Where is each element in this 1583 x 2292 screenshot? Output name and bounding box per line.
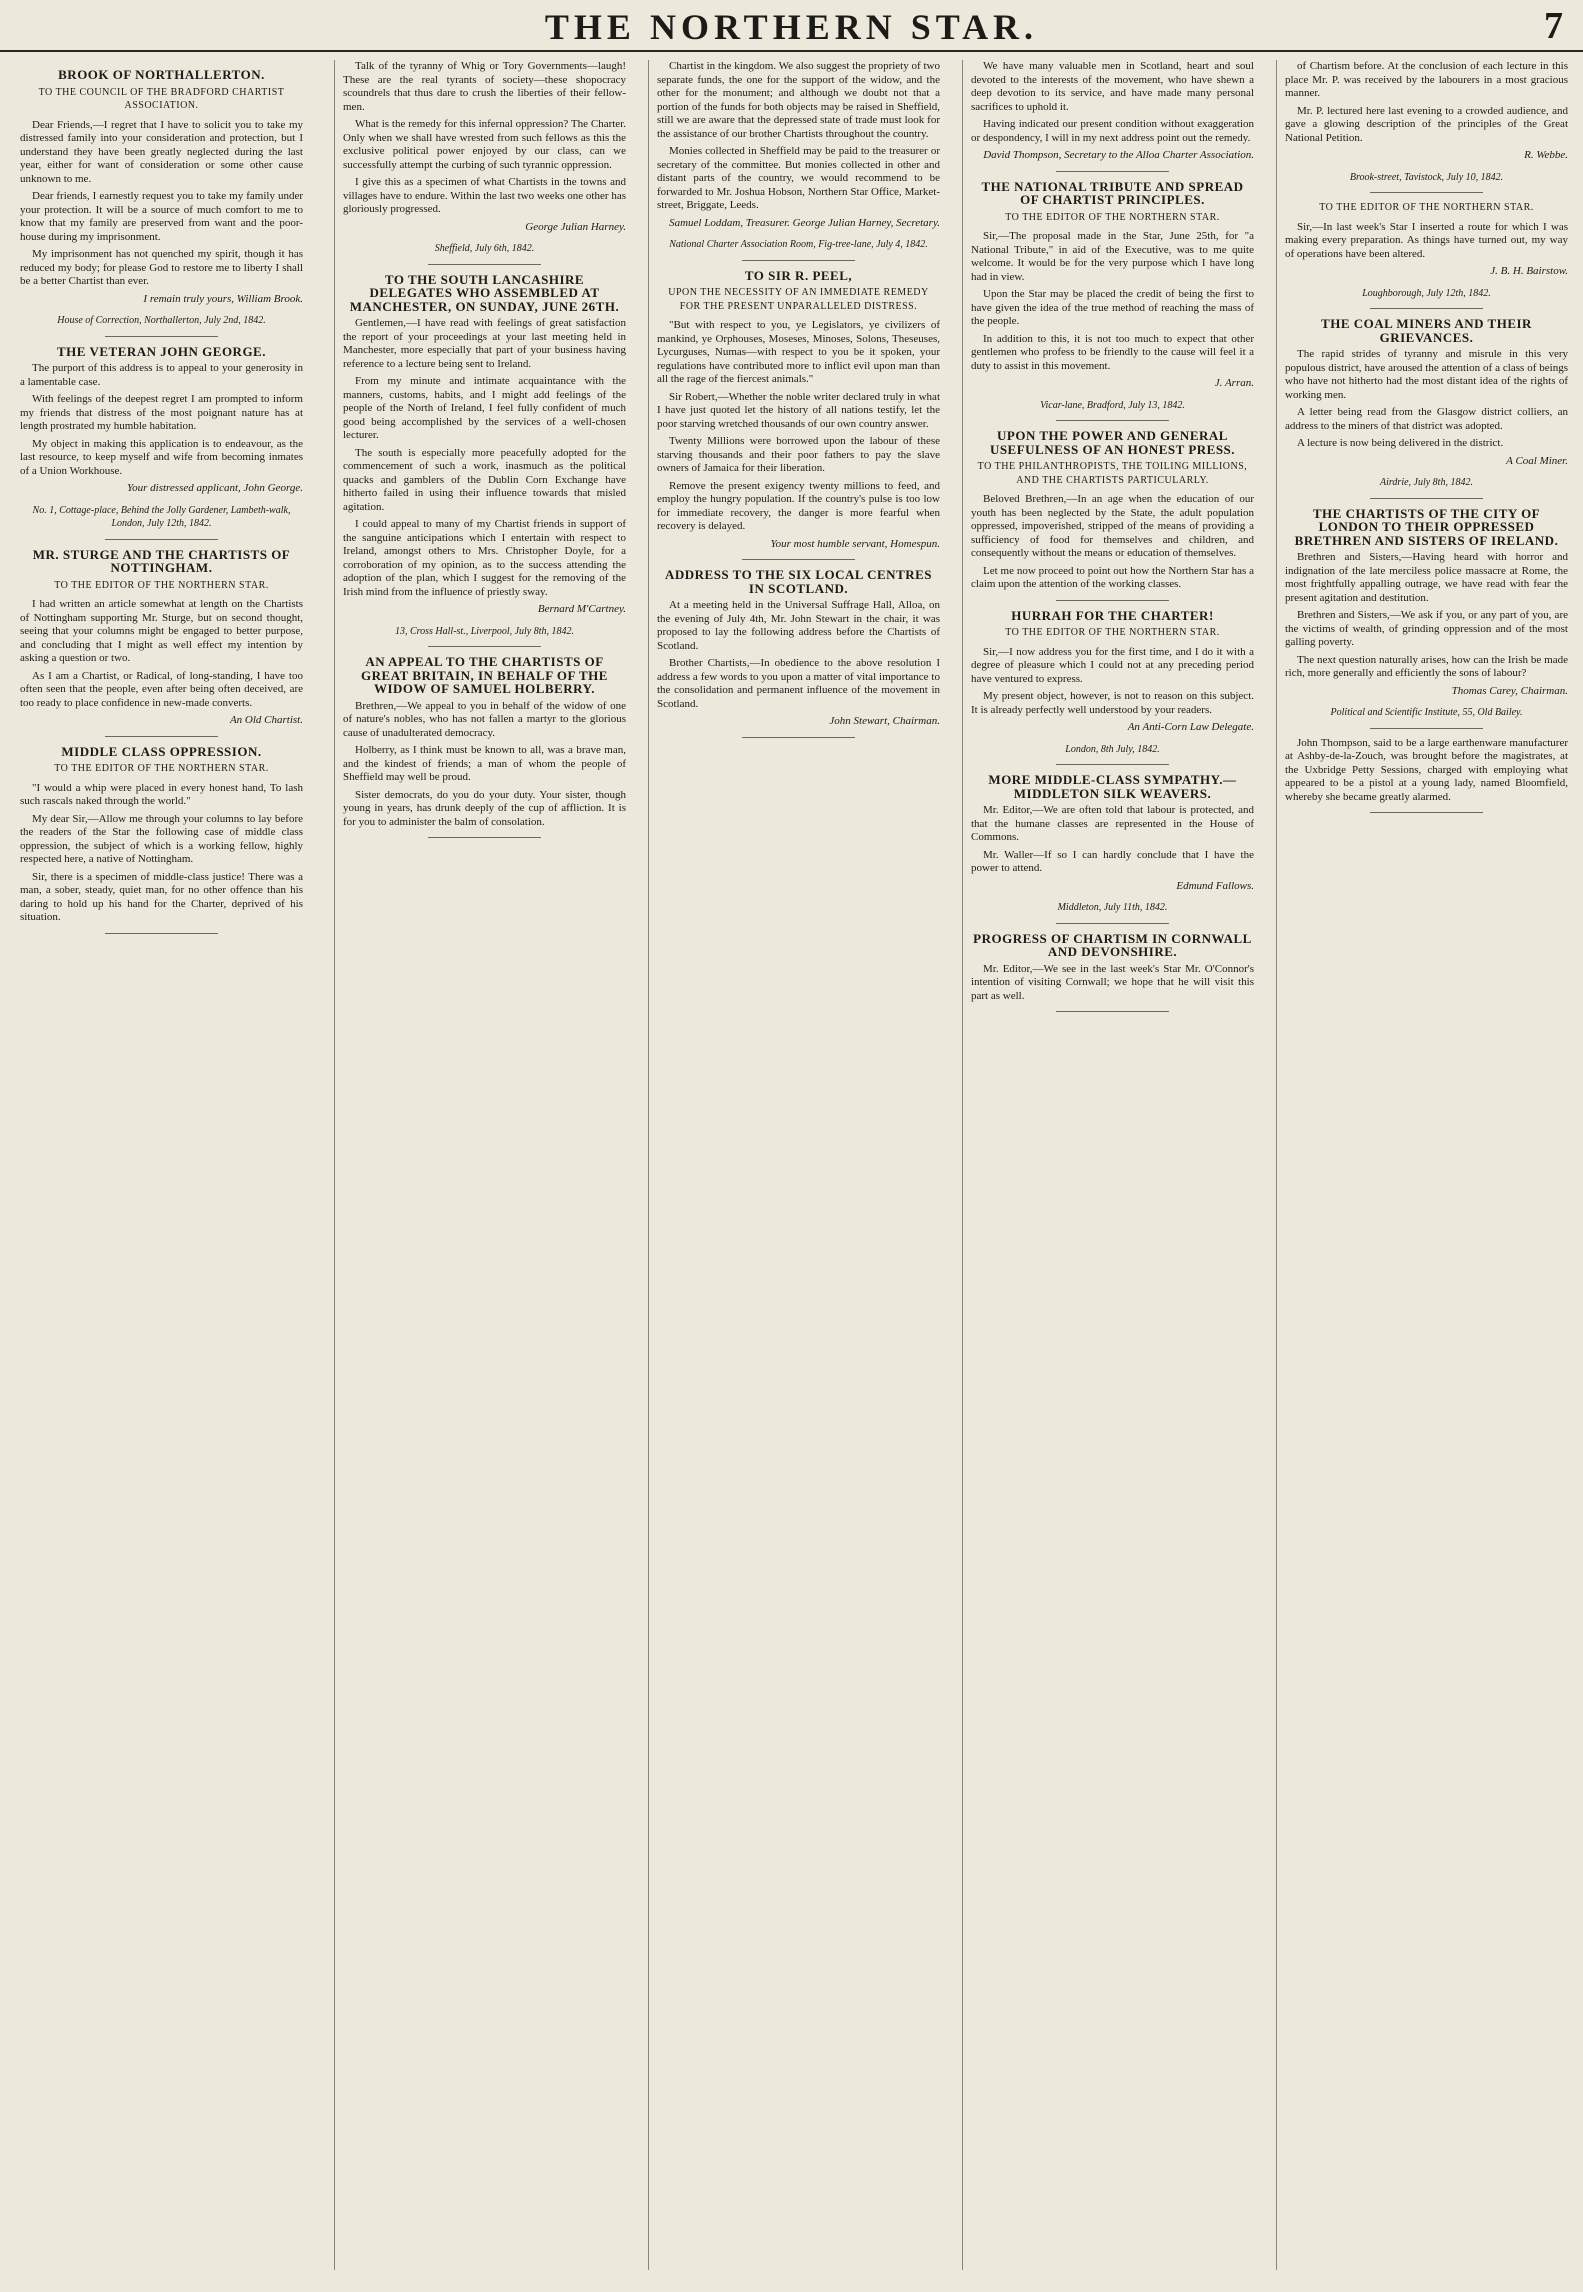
- article-signature: J. Arran.: [1214, 377, 1254, 389]
- article-signature: Edmund Fallows.: [1176, 879, 1254, 892]
- section-divider: [1370, 192, 1483, 193]
- article-paragraph: Sir, there is a specimen of middle-class justice! There was a man, a sober, steady, quiet man, for no other offence than his daring to hold up his hand for the Charter, deprived of his situation.: [20, 870, 303, 923]
- article-headline: MIDDLE CLASS OPPRESSION.: [61, 743, 262, 759]
- article-paragraph: With feelings of the deepest regret I am prompted to inform my friends that distress of the most poignant nature has at length prostrated my humble habitation.: [20, 393, 303, 432]
- article-paragraph: Brethren,—We appeal to you in behalf of the widow of one of nature's nobles, who has not fallen a martyr to the glorious cause of unadulterated democracy.: [343, 699, 626, 739]
- section-divider: [105, 736, 218, 737]
- column-4: [962, 60, 1254, 2270]
- page-number: 7: [1544, 5, 1563, 47]
- section-divider: [428, 837, 541, 838]
- article-paragraph: I had written an article somewhat at length on the Chartists of Nottingham supporting Mr. Sturge, but on second thought, seeing that your columns might be engaged to better purpose, and concluding that I might as well effect my intention by asking a question or two.: [20, 598, 303, 664]
- article-paragraph: Sir Robert,—Whether the noble writer declared truly in what I have just quoted let the history of all nations testify, let the poor starving wretched thousands of our own country answer.: [657, 390, 940, 430]
- article-headline: MORE MIDDLE-CLASS SYMPATHY.—MIDDLETON SILK WEAVERS.: [988, 772, 1237, 801]
- article-paragraph: Mr. P. lectured here last evening to a crowded audience, and gave a glowing description of the principles of the Great National Petition.: [1285, 104, 1568, 144]
- masthead: [0, 0, 1583, 52]
- article-paragraph: Beloved Brethren,—In an age when the education of our youth has been neglected by the State, the adult population oppressed, impoverished, stripped of the means of providing a sufficiency of food for themselves and children, and consequently without the means or education of themselves.: [971, 493, 1254, 559]
- section-divider: [1056, 923, 1169, 924]
- article: [657, 60, 940, 261]
- article-paragraph: My dear Sir,—Allow me through your columns to lay before the readers of the Star the following case of middle class oppression, the subject of which is a working fellow, highly respected here, a native of Nottingham.: [20, 812, 303, 865]
- article-headline: BROOK OF NORTHALLERTON.: [58, 67, 265, 82]
- article-subheading: TO THE EDITOR OF THE NORTHERN STAR.: [54, 579, 269, 591]
- article-signature: Bernard M'Cartney.: [537, 603, 626, 615]
- column-5: [1276, 60, 1568, 2270]
- article-paragraph: My object in making this application is to endeavour, as the last resource, to keep myself and wife from becoming inmates of a Union Workhouse.: [20, 437, 303, 477]
- article-paragraph: From my minute and intimate acquaintance with the manners, customs, habits, and I might add feelings of the people of the North of Ireland, I feel fully confident of much good being accomplished by the services of a well-chosen lecturer.: [343, 375, 626, 441]
- article-dateline: Loughborough, July 12th, 1842.: [1362, 287, 1491, 299]
- article-dateline: National Charter Association Room, Fig-tree-lane, July 4, 1842.: [669, 239, 928, 250]
- section-divider: [105, 933, 218, 934]
- article-signature: An Old Chartist.: [229, 714, 303, 726]
- article-signature: I remain truly yours, William Brook.: [143, 292, 303, 305]
- article: [20, 68, 303, 337]
- article: [20, 745, 303, 934]
- article-subheading: TO THE COUNCIL OF THE BRADFORD CHARTIST ASSOCIATION.: [38, 86, 285, 111]
- article-headline: THE VETERAN JOHN GEORGE.: [57, 343, 266, 359]
- section-divider: [1370, 308, 1483, 309]
- article-headline: THE COAL MINERS AND THEIR GRIEVANCES.: [1321, 316, 1532, 345]
- article-signature: R. Webbe.: [1524, 149, 1568, 161]
- article-signature: An Anti-Corn Law Delegate.: [1127, 721, 1254, 733]
- article: [1285, 317, 1568, 499]
- section-divider: [105, 539, 218, 540]
- section-divider: [1056, 1011, 1169, 1012]
- section-divider: [1056, 171, 1169, 172]
- column-1: [20, 60, 303, 2270]
- section-divider: [1056, 420, 1169, 421]
- article-headline: UPON THE POWER AND GENERAL USEFULNESS OF AN HONEST PRESS.: [989, 428, 1236, 457]
- article-headline: TO THE SOUTH LANCASHIRE DELEGATES WHO ASSEMBLED AT MANCHESTER, ON SUNDAY, JUNE 26TH.: [349, 271, 620, 314]
- article-signature: John Stewart, Chairman.: [829, 715, 940, 727]
- article-paragraph: John Thompson, said to be a large earthenware manufacturer at Ashby-de-la-Zouch, was brought before the magistrates, at the Uxbridge Petty Sessions, charged with employing what appeared to be a pistol at a young lady, named Bloomfield, whereby she became greatly alarmed.: [1285, 736, 1568, 803]
- section-divider: [1056, 600, 1169, 601]
- section-divider: [1370, 728, 1483, 729]
- article-paragraph: Sir,—In last week's Star I inserted a route for which I was making every preparation. As things have turned out, my way of operations have been altered.: [1285, 220, 1568, 260]
- article: [1285, 60, 1568, 193]
- article-signature: Your distressed applicant, John George.: [127, 482, 303, 494]
- article-subheading: TO THE EDITOR OF THE NORTHERN STAR.: [1005, 211, 1220, 223]
- article-paragraph: Mr. Editor,—We are often told that labour is protected, and that the humane classes are represented in the House of Commons.: [971, 804, 1254, 843]
- article-paragraph: Dear Friends,—I regret that I have to solicit you to take my distressed family into your consideration and protection, but I understand they have been greatly neglected during the last year, either for want of consideration or some other cause unknown to me.: [20, 118, 303, 185]
- article-dateline: Brook-street, Tavistock, July 10, 1842.: [1349, 171, 1504, 183]
- article-paragraph: We have many valuable men in Scotland, heart and soul devoted to the interests of the movement, who have shewn a deep devotion to its service, and have made many personal sacrifices to uphold it.: [971, 60, 1254, 113]
- article: [1285, 201, 1568, 309]
- article-signature: George Julian Harney.: [525, 220, 626, 233]
- article-headline: THE CHARTISTS OF THE CITY OF LONDON TO THEIR OPPRESSED BRETHREN AND SISTERS OF IRELAND.: [1294, 505, 1559, 548]
- article: [20, 548, 303, 737]
- article-dateline: Sheffield, July 6th, 1842.: [434, 243, 535, 254]
- article-paragraph: Brother Chartists,—In obedience to the above resolution I address a few words to you upon a matter of vital importance to the consolidation and permanent influence of the movement in Scotland.: [657, 657, 940, 710]
- article: [657, 568, 940, 738]
- article-paragraph: Monies collected in Sheffield may be paid to the treasurer or secretary of the committee. But monies collected in other and distant parts of the country, we would recommend to be forwarded to Mr. Joshua Hobson, Northern Star Office, Market-street, Briggate, Leeds.: [657, 145, 940, 211]
- article-dateline: House of Correction, Northallerton, July 2nd, 1842.: [57, 315, 266, 326]
- article-paragraph: Twenty Millions were borrowed upon the labour of these starving thousands and their poor fathers to pay the slave owners of Jamaica for their liberation.: [657, 435, 940, 474]
- article: [343, 655, 626, 838]
- article-subheading: TO THE PHILANTHROPISTS, THE TOILING MILLIONS, AND THE CHARTISTS PARTICULARLY.: [977, 461, 1248, 486]
- article-signature: Samuel Loddam, Treasurer. George Julian Harney, Secretary.: [669, 216, 940, 229]
- article-paragraph: Sir,—I now address you for the first time, and I do it with a degree of pleasure which I could not at any preceding period have ventured to express.: [971, 645, 1254, 685]
- section-divider: [1056, 764, 1169, 765]
- column-3: [648, 60, 940, 2270]
- article-subheading: TO THE EDITOR OF THE NORTHERN STAR.: [54, 763, 269, 774]
- article-paragraph: Holberry, as I think must be known to all, was a brave man, and the kindest of friends; a man of whom the people of Sheffield may well be proud.: [343, 744, 626, 783]
- article-paragraph: "I would a whip were placed in every honest hand, To lash such rascals naked through the world.": [20, 781, 303, 807]
- article-dateline: London, 8th July, 1842.: [1065, 743, 1160, 755]
- article-paragraph: A letter being read from the Glasgow district colliers, an address to the miners of that district was adopted.: [1285, 406, 1568, 432]
- article-paragraph: As I am a Chartist, or Radical, of long-standing, I have too often seen that the people, even after being often deceived, are too ready to place confidence in new-made converts.: [20, 669, 303, 709]
- article-dateline: 13, Cross Hall-st., Liverpool, July 8th, 1842.: [394, 625, 575, 637]
- article-paragraph: The next question naturally arises, how can the Irish be made rich, more generally and efficiently the sons of labour?: [1285, 653, 1568, 679]
- article-paragraph: At a meeting held in the Universal Suffrage Hall, Alloa, on the evening of July 4th, Mr. John Stewart in the chair, it was proposed to lay the following address before the Chartists of Scotland.: [657, 599, 940, 652]
- article-dateline: Vicar-lane, Bradford, July 13, 1842.: [1040, 399, 1185, 411]
- column-2: [334, 60, 626, 2270]
- article-headline: THE NATIONAL TRIBUTE AND SPREAD OF CHARTIST PRINCIPLES.: [981, 178, 1244, 207]
- article: [971, 932, 1254, 1013]
- article-paragraph: A lecture is now being delivered in the district.: [1297, 437, 1504, 449]
- article-paragraph: Mr. Waller—If so I can hardly conclude that I have the power to attend.: [971, 848, 1254, 874]
- article-headline: MR. STURGE AND THE CHARTISTS OF NOTTINGHAM.: [32, 546, 291, 575]
- article-dateline: Political and Scientific Institute, 55, Old Bailey.: [1330, 707, 1523, 718]
- article-headline: PROGRESS OF CHARTISM IN CORNWALL AND DEVONSHIRE.: [973, 930, 1252, 959]
- newspaper-title: THE NORTHERN STAR.: [544, 7, 1039, 47]
- article-dateline: Airdrie, July 8th, 1842.: [1380, 477, 1473, 488]
- article-columns: [20, 60, 1568, 2270]
- article-paragraph: Sister democrats, do you do your duty. Your sister, though young in years, has drunk deeply of the cup of affliction. It is for you to administer the balm of consolation.: [343, 788, 626, 828]
- article-paragraph: The south is especially more peacefully adopted for the commencement of such a work, inasmuch as the political quacks and gamblers of the Dublin Corn Exchange have hitherto failed in using their influence towards that misled agitation.: [343, 446, 626, 513]
- section-divider: [428, 264, 541, 265]
- article-paragraph: My imprisonment has not quenched my spirit, though it has reduced my body; for please God to restore me to liberty I shall be a better Chartist than ever.: [20, 248, 303, 287]
- article-paragraph: of Chartism before. At the conclusion of each lecture in this place Mr. P. was received by the labourers in a most gracious manner.: [1285, 60, 1568, 99]
- article-paragraph: What is the remedy for this infernal oppression? The Charter. Only when we shall have wrested from such fellows as this the exclusive political power enjoyed by our class, can we successfully attempt the curbing of such tyrannic oppression.: [343, 118, 626, 171]
- article-subheading: UPON THE NECESSITY OF AN IMMEDIATE REMEDY FOR THE PRESENT UNPARALLELED DISTRESS.: [668, 287, 929, 312]
- article-paragraph: Let me now proceed to point out how the Northern Star has a claim upon the attention of the working classes.: [971, 564, 1254, 590]
- article: [20, 345, 303, 540]
- section-divider: [428, 646, 541, 647]
- article-signature: Your most humble servant, Homespun.: [770, 537, 940, 550]
- article-paragraph: The purport of this address is to appeal to your generosity in a lamentable case.: [20, 362, 303, 388]
- article-paragraph: Chartist in the kingdom. We also suggest the propriety of two separate funds, the one for the support of the widow, and the other for the monument; and although we doubt not that a portion of the funds for both objects may be raised in Sheffield, still we are aware that the depressed state of trade must look for the assistance of our brother Chartists throughout the country.: [657, 60, 940, 140]
- article-headline: AN APPEAL TO THE CHARTISTS OF GREAT BRITAIN, IN BEHALF OF THE WIDOW OF SAMUEL HOLBERRY.: [361, 654, 608, 696]
- article: [1285, 737, 1568, 814]
- article-signature: A Coal Miner.: [1506, 454, 1568, 467]
- article-dateline: Middleton, July 11th, 1842.: [1057, 902, 1168, 913]
- article-signature: David Thompson, Secretary to the Alloa Charter Association.: [983, 149, 1254, 161]
- article: [971, 773, 1254, 924]
- article-paragraph: Sir,—The proposal made in the Star, June 25th, for "a National Tribute," in aid of the Executive, was to me quite welcome. It would be for the very purpose which I have long had in view.: [971, 230, 1254, 283]
- article: [1285, 507, 1568, 729]
- article: [343, 273, 626, 648]
- article-paragraph: My present object, however, is not to reason on this subject. It is already perfectly well understood by your readers.: [971, 690, 1254, 716]
- article: [343, 60, 626, 265]
- article-signature: Thomas Carey, Chairman.: [1451, 684, 1568, 697]
- section-divider: [1370, 498, 1483, 499]
- section-divider: [742, 260, 855, 261]
- article-paragraph: Remove the present exigency twenty millions to feed, and employ the hungry population. If the country's pulse is too low for immediate recovery, the danger is more fearful when recovery is delayed.: [657, 479, 940, 532]
- article: [971, 60, 1254, 172]
- article-paragraph: Gentlemen,—I have read with feelings of great satisfaction the report of your proceedings at your last meeting held in Manchester, more especially that part of your business having reference to a lecture being sent to Ireland.: [343, 317, 626, 370]
- article-subheading: TO THE EDITOR OF THE NORTHERN STAR.: [1319, 202, 1534, 213]
- article-headline: HURRAH FOR THE CHARTER!: [1011, 607, 1214, 623]
- article-dateline: No. 1, Cottage-place, Behind the Jolly Gardener, Lambeth-walk, London, July 12th, 1842.: [32, 504, 291, 529]
- section-divider: [1370, 812, 1483, 813]
- article-subheading: TO THE EDITOR OF THE NORTHERN STAR.: [1005, 627, 1220, 638]
- article-headline: ADDRESS TO THE SIX LOCAL CENTRES IN SCOTLAND.: [664, 567, 933, 596]
- article: [657, 269, 940, 561]
- article-paragraph: Talk of the tyranny of Whig or Tory Governments—laugh! These are the real tyrants of society—these shopocracy scoundrels that thus dare to crush the liberties of their fellow-men.: [343, 60, 626, 113]
- article: [971, 180, 1254, 422]
- section-divider: [742, 559, 855, 560]
- section-divider: [742, 737, 855, 738]
- article-paragraph: I could appeal to many of my Chartist friends in support of the sanguine anticipations which I entertain with respect to Ireland, amongst others to Mrs. Christopher Doyle, for a corroboration of my opinion, as to the success attending the adoption of the plan, which I suggest for the removing of the Irish mind from the influence of priestly sway.: [343, 518, 626, 598]
- article-paragraph: Mr. Editor,—We see in the last week's Star Mr. O'Connor's intention of visiting Cornwall; we hope that he will visit this part as well.: [971, 962, 1254, 1002]
- section-divider: [105, 336, 218, 337]
- article-paragraph: In addition to this, it is not too much to expect that other gentlemen who profess to be friendly to the cause will feel it a duty to assist in this movement.: [971, 332, 1254, 372]
- article: [971, 609, 1254, 766]
- article-paragraph: Brethren and Sisters,—We ask if you, or any part of you, are the victims of wealth, of grinding oppression and of the most galling poverty.: [1285, 609, 1568, 648]
- article-paragraph: Dear friends, I earnestly request you to take my family under your protection. It will be a source of much comfort to me to know that my family are preserved from want and the poor-house during my imprisonment.: [20, 190, 303, 243]
- article-paragraph: Having indicated our present condition without exaggeration or despondency, I will in my next address point out the remedy.: [971, 118, 1254, 144]
- article-signature: J. B. H. Bairstow.: [1490, 265, 1568, 277]
- article-headline: TO SIR R. PEEL,: [744, 267, 853, 283]
- article-paragraph: Upon the Star may be placed the credit of being the first to have given the idea of the true method of reaching the mass of the people.: [971, 288, 1254, 327]
- article-paragraph: "But with respect to you, ye Legislators, ye civilizers of mankind, ye Orphouses, Moseses, Minoses, Solons, Theseuses, Lycurguses, Numas—with respect to you be it spoken, your regulations have contributed more to inflict evil upon man than all the rage of the fiercest animals.": [657, 319, 940, 385]
- article: [971, 429, 1254, 601]
- article-paragraph: The rapid strides of tyranny and misrule in this very populous district, have aroused the attention of a class of beings who have not hitherto had the most distant idea of the rights of working men.: [1285, 348, 1568, 401]
- article-paragraph: I give this as a specimen of what Chartists in the towns and villages have to endure. Within the last two weeks one other has gloriously progressed.: [343, 176, 626, 215]
- article-paragraph: Brethren and Sisters,—Having heard with horror and indignation of the late merciless police massacre at Rome, the most frightfully appalling outrage, we have read with fear the present agitation and destitution.: [1285, 551, 1568, 604]
